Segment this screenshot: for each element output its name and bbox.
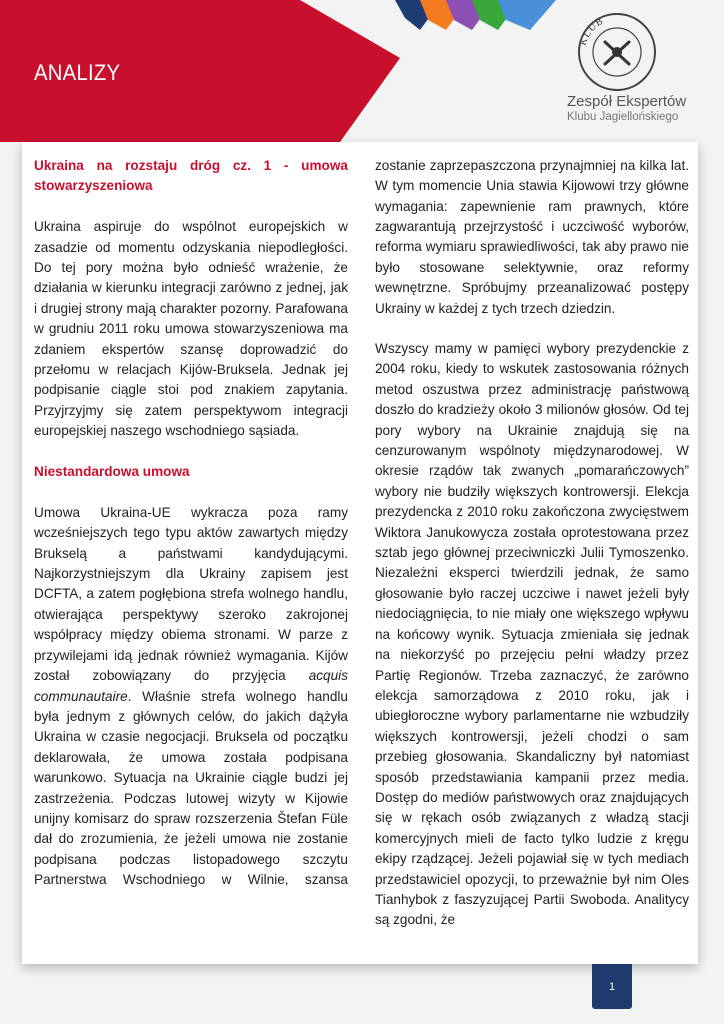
color-stripes [395,0,556,30]
italic-term: acquis communautaire [34,668,348,704]
page-number: 1 [592,964,632,1009]
column-right [375,156,689,951]
logo-seal-icon [560,8,680,98]
subheading: Niestandardowa umowa [34,464,190,480]
paragraph-intro: Ukraina aspiruje do wspólnot europejskich w zasadzie od momentu odzyskania niepodległości. Do tej pory można było odnieść wrażenie, że działania w kierunku integracji zarówno z jednej, jak i drugiej strony mają charakter pozorny. Parafowana w grudniu 2011 roku umowa stowarzyszeniowa ma zdaniem ekspertów szansę doprowadzić do przełomu w relacjach Kijów-Bruksela. Jednak jej podpisanie ciągle stoi pod znakiem zapytania. Przyjrzyjmy się zatem perspektywom integracji europejskiej naszego wschodniego sąsiada. [34,219,348,439]
svg-text:KLUB: KLUB [577,15,606,47]
article-title: Ukraina na rozstaju dróg cz. 1 - umowa stowarzyszeniowa [34,158,348,194]
org-subtitle: Klubu Jagiellońskiego [567,111,679,123]
paragraph-agreement-part1: Umowa Ukraina-UE wykracza poza ramy wcześniejszych tego typu aktów zawartych między Brukselą a państwami kandydującymi. Najkorzystniejszym dla Ukrainy zapisem jest DCFTA, a zatem pogłębiona strefa wolnego handlu, otwierająca perspektywy szeroko zakrojonej współpracy między obiema stronami. W parze z przywilejami idą jednak również wymagania. Kijów został zobowiązany do przyjęcia acquis communautaire. Właśnie strefa wolnego handlu była jednym z głównych celów, do jakich dążyła Ukraina w czasie negocjacji. Bruksela od początku deklarowała, że umowa została podpisana warunkowo. Sytuacja na Ukrainie ciągle budzi jej zastrzeżenia. Podczas lutowej wizyty w Kijowie unijny komisarz do spraw rozszerzenia Štefan Füle dał do zrozumienia, że jeżeli umowa nie zostanie podpisana podczas listopadowego szczytu Partnerstwa Wschodniego w Wilnie, szansa [34,504,348,888]
paragraph-agreement-continuation: zostanie zaprzepaszczona przynajmniej na kilka lat. W tym momencie Unia stawia Kijowowi trzy główne wymagania: zapewnienie ram prawnych, które zagwarantują przejrzystość i uczciwość wyborów, reforma wymiaru sprawiedliwości, tak aby prawo nie było stosowane selektywnie, oraz reformy wewnętrzne. Spróbujmy przeanalizować postępy Ukrainy w każdej z tych trzech dziedzin. [375,157,689,316]
paragraph-elections: Wszyscy mamy w pamięci wybory prezydenckie z 2004 roku, kiedy to wskutek zastosowania różnych metod oszustwa przez administrację państwową doszło do kradzieży około 3 milionów głosów. Od tej pory wybory na Ukrainie znajdują się na cenzurowanym wspólnoty międzynarodowej. W okresie rządów tak zwanych „pomarańczowych” wybory nie budziły większych kontrowersji. Elekcja prezydencka z 2010 roku zakończona zwycięstwem Wiktora Janukowycza została oprotestowana przez sztab jego głównej przeciwniczki Julii Tymoszenko. Niezależni eksperci twierdzili jednak, że samo głosowanie było raczej uczciwe i nawet jeżeli były niedociągnięcia, to nie miały one większego wpływu na końcowy wynik. Sytuacja zmieniała się jednak na niekorzyść po przejęciu pełni władzy przez Partię Regionów. Trzeba zaznaczyć, że zarówno elekcja samorządowa z 2010 roku, jak i ubiegłoroczne wybory parlamentarne nie wzbudziły większych kontrowersji, jeżeli chodzi o sam przebieg głosowania. Skandaliczny był natomiast sposób przedstawiania kampanii przez media. Dostęp do mediów państwowych oraz znajdujących się w rękach osób związanych z władzą stacji komercyjnych mieli de facto tylko ludzie z kręgu ekipy rządzącej. Jeżeli pojawiał się w tych mediach przedstawiciel opozycji, to przeważnie był nim Oles Tianhybok z faszyzującej Partii Swoboda. Analitycy są zgodni, że [375,341,689,928]
column-left [34,156,348,911]
org-name: Zespół Ekspertów [567,93,687,110]
section-label: ANALIZY [34,60,121,85]
